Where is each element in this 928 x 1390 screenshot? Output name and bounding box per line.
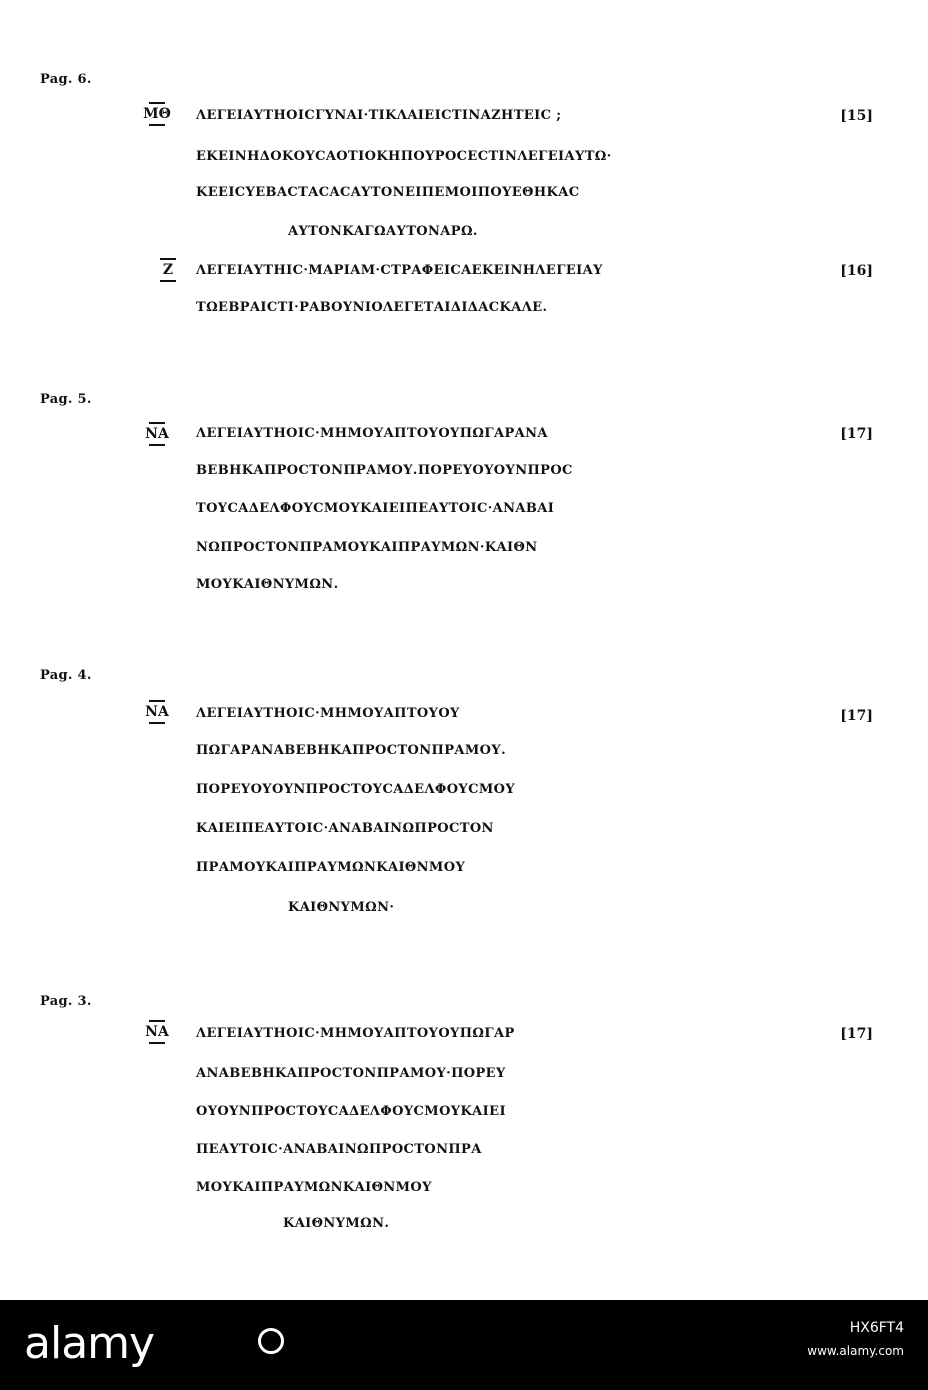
text-line: ΛΕΓΕΙΑΥΤΗΟΙCΓΥΝΑΙ·ΤΙΚΛΑΙΕΙCΤΙΝΑΖΗΤΕΙC ; <box>196 108 562 123</box>
text-line: ΟΥΟΥΝΠΡΟCΤΟΥCΑΔΕΛΦΟΥCΜΟΥΚΑΙΕΙ <box>196 1104 506 1119</box>
text-line: ΠΕΑΥΤΟΙC·ΑΝΑΒΑΙΝΩΠΡΟCΤΟΝΠΡΑ <box>196 1142 482 1157</box>
text-line: ΠΡΑΜΟΥΚΑΙΠΡΑΥΜΩΝΚΑΙΘΝΜΟΥ <box>196 860 466 875</box>
text-line: ΚΑΙΘΝΥΜΩΝ· <box>288 900 395 915</box>
section-marker: ΜΘ <box>137 106 177 122</box>
text-line: ΠΟΡΕΥΟΥΟΥΝΠΡΟCΤΟΥCΑΔΕΛΦΟΥCΜΟΥ <box>196 782 516 797</box>
site-url: www.alamy.com <box>807 1344 904 1358</box>
alamy-logo: alamy <box>24 1318 155 1369</box>
verse-reference: [17] <box>840 1026 873 1042</box>
text-line: ΝΩΠΡΟCΤΟΝΠΡΑΜΟΥΚΑΙΠΡΑΥΜΩΝ·ΚΑΙΘΝ <box>196 540 538 555</box>
text-line: ΜΟΥΚΑΙΠΡΑΥΜΩΝΚΑΙΘΝΜΟΥ <box>196 1180 432 1195</box>
verse-reference: [17] <box>840 426 873 442</box>
section-marker: Ζ <box>148 262 188 278</box>
verse-reference: [17] <box>840 708 873 724</box>
text-line: ΛΕΓΕΙΑΥΤΗΟΙC·ΜΗΜΟΥΑΠΤΟΥΟΥΠΩΓΑΡ <box>196 1026 515 1041</box>
text-line: ΛΕΓΕΙΑΥΤΗΙC·ΜΑΡΙΑΜ·CΤΡΑΦΕΙCΑΕΚΕΙΝΗΛΕΓΕΙΑΥ <box>196 263 603 278</box>
section-marker: ΝΑ <box>137 1024 177 1040</box>
section-marker: ΝΑ <box>137 704 177 720</box>
text-line: ΛΕΓΕΙΑΥΤΗΟΙC·ΜΗΜΟΥΑΠΤΟΥΟΥΠΩΓΑΡΑΝΑ <box>196 426 548 441</box>
text-line: ΠΩΓΑΡΑΝΑΒΕΒΗΚΑΠΡΟCΤΟΝΠΡΑΜΟΥ. <box>196 743 507 758</box>
text-line: ΚΑΙΘΝΥΜΩΝ. <box>283 1216 390 1231</box>
logo-ring-icon <box>258 1328 284 1354</box>
page-label: Pag. 4. <box>40 668 92 683</box>
text-line: ΛΕΓΕΙΑΥΤΗΟΙC·ΜΗΜΟΥΑΠΤΟΥΟΥ <box>196 706 460 721</box>
text-line: ΑΥΤΟΝΚΑΓΩΑΥΤΟΝΑΡΩ. <box>288 224 478 239</box>
text-line: ΒΕΒΗΚΑΠΡΟCΤΟΝΠΡΑΜΟΥ.ΠΟΡΕΥΟΥΟΥΝΠΡΟC <box>196 463 573 478</box>
verse-reference: [15] <box>840 108 873 124</box>
image-code: HX6FT4 <box>849 1320 904 1336</box>
text-line: ΚΕΕΙCΥΕΒΑCΤΑCΑCΑΥΤΟΝΕΙΠΕΜΟΙΠΟΥΕΘΗΚΑC <box>196 185 580 200</box>
text-line: ΜΟΥΚΑΙΘΝΥΜΩΝ. <box>196 577 339 592</box>
page-label: Pag. 5. <box>40 392 92 407</box>
text-line: ΕΚΕΙΝΗΔΟΚΟΥCΑΟΤΙΟΚΗΠΟΥΡΟCΕCΤΙΝΛΕΓΕΙΑΥΤΩ· <box>196 149 612 164</box>
watermark-footer <box>0 1300 928 1390</box>
text-line: ΚΑΙΕΙΠΕΑΥΤΟΙC·ΑΝΑΒΑΙΝΩΠΡΟCΤΟΝ <box>196 821 494 836</box>
page-label: Pag. 6. <box>40 72 92 87</box>
section-marker: ΝΑ <box>137 426 177 442</box>
text-line: ΑΝΑΒΕΒΗΚΑΠΡΟCΤΟΝΠΡΑΜΟΥ·ΠΟΡΕΥ <box>196 1066 506 1081</box>
text-line: ΤΩΕΒΡΑΙCΤΙ·ΡΑΒΟΥΝΙΟΛΕΓΕΤΑΙΔΙΔΑCΚΑΛΕ. <box>196 300 548 315</box>
page-label: Pag. 3. <box>40 994 92 1009</box>
verse-reference: [16] <box>840 263 873 279</box>
text-line: ΤΟΥCΑΔΕΛΦΟΥCΜΟΥΚΑΙΕΙΠΕΑΥΤΟΙC·ΑΝΑΒΑΙ <box>196 501 555 516</box>
